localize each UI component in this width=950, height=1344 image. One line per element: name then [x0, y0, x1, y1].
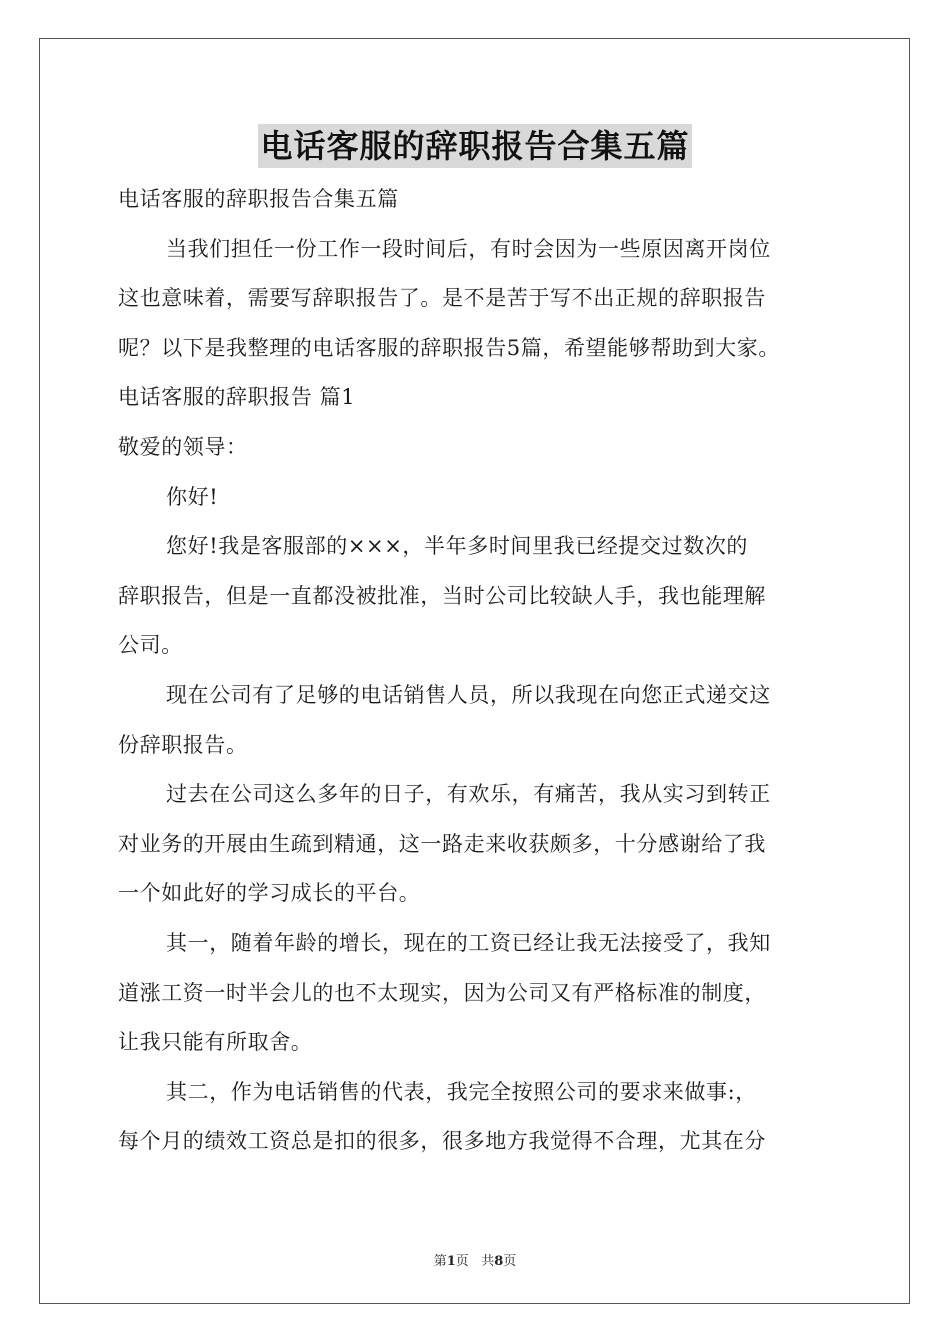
document-body: [118, 175, 838, 1167]
text-line: 你好!: [166, 484, 219, 509]
text-line: 让我只能有所取舍。: [118, 1030, 313, 1055]
text-line: 电话客服的辞职报告 篇1: [118, 385, 356, 410]
total-pages-number: 8: [494, 1254, 504, 1269]
text-line: 现在公司有了足够的电话销售人员，所以我现在向您正式递交这: [166, 682, 771, 707]
page-suffix: 页: [455, 1254, 469, 1269]
total-suffix: 页: [503, 1254, 517, 1269]
text-line: 其二，作为电话销售的代表，我完全按照公司的要求来做事:，: [166, 1079, 757, 1104]
text-line: 您好!我是客服部的×××，半年多时间里我已经提交过数次的: [166, 534, 749, 559]
text-line: 敬爱的领导：: [118, 434, 248, 459]
title-container: [0, 124, 950, 168]
text-line: 道涨工资一时半会儿的也不太现实，因为公司又有严格标准的制度，: [118, 980, 766, 1005]
text-line: 电话客服的辞职报告合集五篇: [118, 187, 399, 211]
text-line: 份辞职报告。: [118, 732, 248, 757]
page-prefix: 第: [433, 1254, 447, 1269]
document-title: 电话客服的辞职报告合集五篇: [258, 124, 691, 168]
text-line: 每个月的绩效工资总是扣的很多，很多地方我觉得不合理，尤其在分: [118, 1129, 766, 1154]
text-line: 一个如此好的学习成长的平台。: [118, 881, 421, 906]
text-line: 过去在公司这么多年的日子，有欢乐，有痛苦，我从实习到转正: [166, 782, 771, 807]
total-prefix: 共: [481, 1254, 495, 1269]
text-line: 呢？以下是我整理的电话客服的辞职报告5篇，希望能够帮助到大家。: [118, 335, 780, 360]
text-line: 这也意味着，需要写辞职报告了。是不是苦于写不出正规的辞职报告: [118, 286, 766, 311]
text-line: 当我们担任一份工作一段时间后，有时会因为一些原因离开岗位: [166, 236, 771, 261]
text-line: 公司。: [118, 633, 183, 658]
text-line: 辞职报告，但是一直都没被批准，当时公司比较缺人手，我也能理解: [118, 583, 766, 608]
text-line: 其一，随着年龄的增长，现在的工资已经让我无法接受了，我知: [166, 930, 771, 955]
page-footer: [0, 1250, 950, 1269]
text-line: 对业务的开展由生疏到精通，这一路走来收获颇多，十分感谢给了我: [118, 831, 766, 856]
current-page-number: 1: [446, 1254, 456, 1269]
